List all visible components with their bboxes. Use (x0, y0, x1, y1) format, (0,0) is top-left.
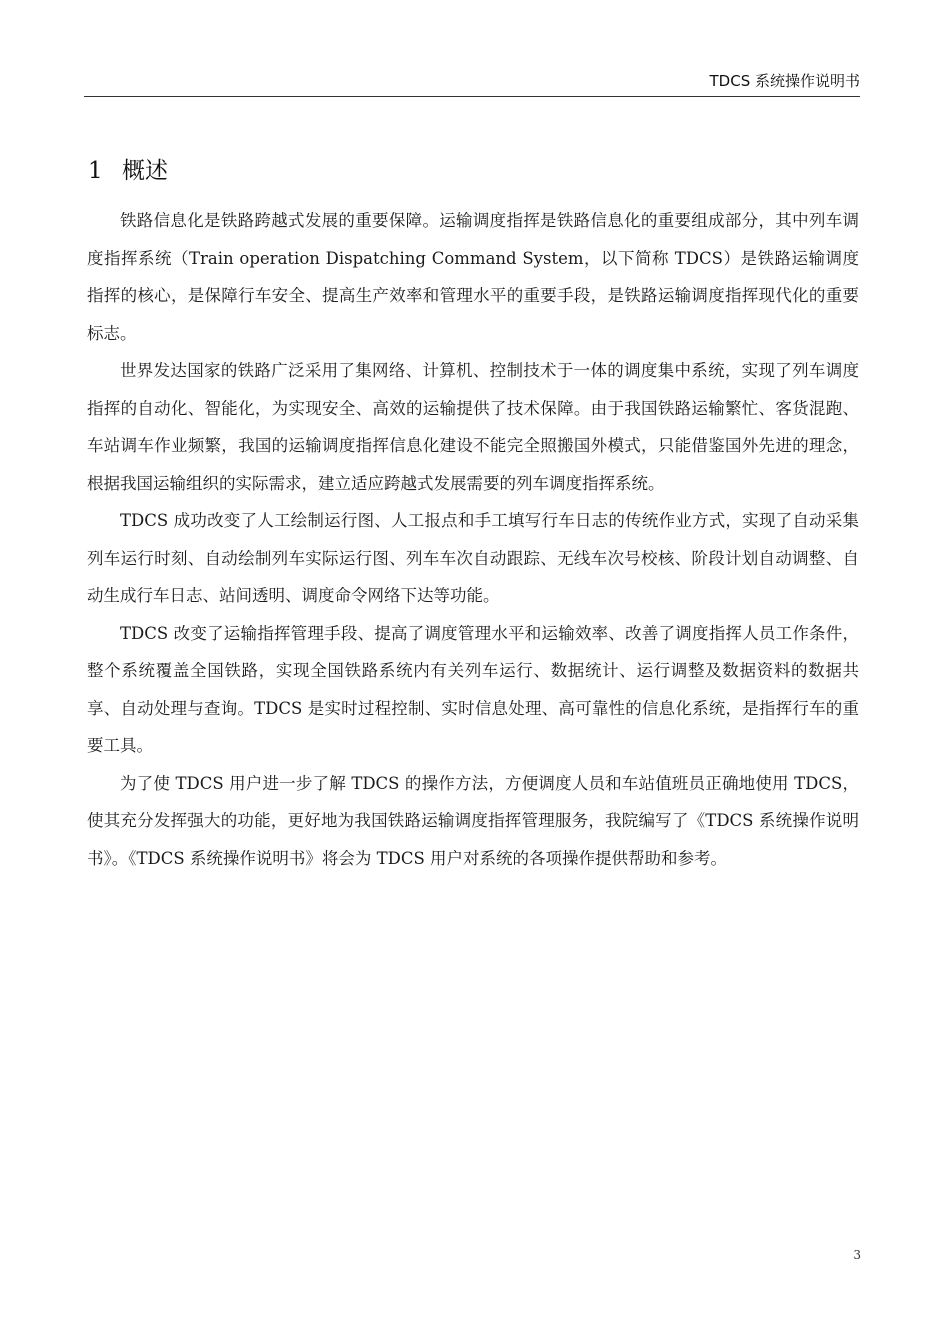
paragraph: TDCS 改变了运输指挥管理手段、提高了调度管理水平和运输效率、改善了调度指挥人员工作条件，整个系统覆盖全国铁路，实现全国铁路系统内有关列车运行、数据统计、运行调整及数据资料的数据共享、自动处理与查询。TDCS 是实时过程控制、实时信息处理、高可靠性的信息化系统，是指挥行车的重要工具。 (87, 623, 859, 755)
section-title: 概述 (122, 158, 168, 184)
page-header (84, 68, 860, 97)
section-number: 1 (88, 158, 103, 184)
header-title: TDCS 系统操作说明书 (709, 72, 860, 90)
paragraph: TDCS 成功改变了人工绘制运行图、人工报点和手工填写行车日志的传统作业方式，实现了自动采集列车运行时刻、自动绘制列车实际运行图、列车车次自动跟踪、无线车次号校核、阶段计划自动调整、自动生成行车日志、站间透明、调度命令网络下达等功能。 (87, 511, 859, 605)
page-number: 3 (853, 1248, 861, 1262)
paragraph: 为了使 TDCS 用户进一步了解 TDCS 的操作方法，方便调度人员和车站值班员正确地使用 TDCS，使其充分发挥强大的功能，更好地为我国铁路运输调度指挥管理服务，我院编写了《TDCS 系统操作说明书》。《TDCS 系统操作说明书》将会为 TDCS 用户对系统的各项操作提供帮助和参考。 (87, 773, 859, 868)
body-text (87, 202, 859, 877)
paragraph: 铁路信息化是铁路跨越式发展的重要保障。运输调度指挥是铁路信息化的重要组成部分，其中列车调度指挥系统（Train operation Dispatching Command System，以下简称 TDCS）是铁路运输调度指挥的核心，是保障行车安全、提高生产效率和管理水平的重要手段，是铁路运输调度指挥现代化的重要标志。 (87, 211, 859, 343)
section-heading (88, 152, 168, 185)
paragraph: 世界发达国家的铁路广泛采用了集网络、计算机、控制技术于一体的调度集中系统，实现了列车调度指挥的自动化、智能化，为实现安全、高效的运输提供了技术保障。由于我国铁路运输繁忙、客货混跑、车站调车作业频繁，我国的运输调度指挥信息化建设不能完全照搬国外模式，只能借鉴国外先进的理念，根据我国运输组织的实际需求，建立适应跨越式发展需要的列车调度指挥系统。 (87, 361, 859, 493)
